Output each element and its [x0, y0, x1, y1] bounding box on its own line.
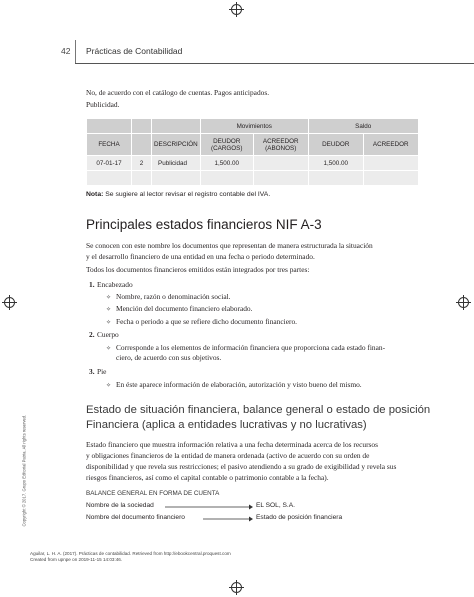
- list-item: [106, 317, 297, 328]
- diagram-label-left: Nombre de la sociedad: [86, 502, 154, 509]
- col-deudor-line1: DEUDOR: [213, 137, 241, 145]
- header-rule: [75, 63, 474, 64]
- intro-line-1: No, de acuerdo con el catálogo de cuentas. Pagos anticipados.: [86, 88, 270, 97]
- item-3-number: 3.: [89, 367, 95, 376]
- col-acreedor: [253, 134, 308, 156]
- diamond-bullet-icon: ✧: [106, 319, 112, 326]
- list-item-text: En éste aparece información de elaboración, autorización y visto bueno del mismo.: [116, 380, 362, 389]
- cell-saldo-acreedor: [363, 156, 418, 171]
- section2-paragraph-line4: riesgos financieros, así como el capital contable o patrimonio contable a la fecha).: [86, 473, 329, 482]
- col-acreedor-line1: ACREEDOR: [262, 137, 299, 145]
- col-descripcion: DESCRIPCIÓN: [152, 134, 201, 156]
- section-title-balance-line1: Estado de situación financiera, balance general o estado de posición: [86, 404, 431, 416]
- diagram-label-right: EL SOL, S.A.: [256, 502, 295, 509]
- item-1-number: 1.: [89, 280, 95, 289]
- col-acreedor-line2: (ABONOS): [265, 144, 297, 152]
- cell-ref: 2: [132, 156, 152, 171]
- diagram-arrow-icon: [165, 503, 253, 511]
- registration-mark-right-icon: [458, 297, 469, 308]
- diamond-bullet-icon: ✧: [106, 306, 112, 313]
- list-item-continuation: ciero, de acuerdo con sus objetivos.: [116, 353, 222, 362]
- col-saldo-acreedor: ACREEDOR: [363, 134, 418, 156]
- intro-line-2: Publicidad.: [86, 100, 120, 109]
- item-1-title: Encabezado: [97, 280, 133, 289]
- running-title: Prácticas de Contabilidad: [86, 46, 183, 56]
- list-item-text: Fecha o periodo a que se refiere dicho documento financiero.: [116, 317, 297, 326]
- footer-created: Created from upnpe on 2019-11-15 14:03:46.: [30, 557, 123, 562]
- cell-deudor: 1,500.00: [200, 156, 253, 171]
- section1-paragraph-2: Todos los documentos financieros emitidos están integrados por tres partes:: [86, 265, 310, 274]
- col-saldo-deudor: DEUDOR: [308, 134, 363, 156]
- section1-paragraph-line1: Se conocen con este nombre los documentos que representan de manera estructurada la situación: [86, 241, 373, 250]
- item-3-title: Pie: [97, 367, 107, 376]
- page-number: 42: [61, 46, 71, 56]
- section2-paragraph-line3: disponibilidad y que revela sus restricciones; el pasivo atendiendo a su grado de exigibilidad y revela sus: [86, 462, 397, 471]
- cell-saldo-deudor: 1,500.00: [308, 156, 363, 171]
- cell-acreedor: [253, 156, 308, 171]
- table-row: [87, 156, 419, 171]
- list-item-text: Mención del documento financiero elaborado.: [116, 304, 253, 313]
- list-item: [106, 304, 252, 315]
- saldo-header: Saldo: [308, 119, 418, 134]
- header-divider: [75, 40, 76, 64]
- list-item-text: Nombre, razón o denominación social.: [116, 292, 231, 301]
- section2-paragraph-line1: Estado financiero que muestra información relativa a una fecha determinada acerca de los recursos: [86, 440, 378, 449]
- diagram-label-left: Nombre del documento financiero: [86, 514, 185, 521]
- list-item: [106, 380, 362, 391]
- item-2-number: 2.: [89, 330, 95, 339]
- col-deudor: [200, 134, 253, 156]
- col-fecha: FECHA: [87, 134, 132, 156]
- registration-mark-top-icon: [231, 4, 242, 15]
- registration-mark-bottom-icon: [231, 582, 242, 593]
- section1-paragraph-line2: y el desarrollo financiero de una entidad en una fecha o periodo determinado.: [86, 252, 315, 261]
- list-item: [106, 292, 231, 303]
- page-header: [61, 40, 474, 64]
- section2-paragraph-line2: y obligaciones financieros de la entidad de manera ordenada (activo de acuerdo con su orden de: [86, 451, 370, 460]
- item-2-title: Cuerpo: [97, 330, 119, 339]
- diamond-bullet-icon: ✧: [106, 382, 112, 389]
- note: [86, 191, 270, 198]
- section-title-balance-line2: Financiera (aplica a entidades lucrativas y no lucrativas): [86, 419, 367, 431]
- copyright-vertical: Copyright © 2017. Grupo Editorial Patria. All rights reserved.: [21, 414, 27, 527]
- footer-citation: Aguilar, L. H. A. (2017). Prácticas de contabilidad. Retrieved from http://ebookcentral.proquest.com: [30, 551, 231, 556]
- diamond-bullet-icon: ✧: [106, 294, 112, 301]
- ledger-table: [86, 118, 419, 186]
- table-row-empty: [87, 171, 419, 186]
- col-deudor-line2: (CARGOS): [210, 144, 243, 152]
- diagram-label-right: Estado de posición financiera: [256, 514, 343, 521]
- cell-descripcion: Publicidad: [152, 156, 201, 171]
- movimientos-header: Movimientos: [200, 119, 308, 134]
- cell-fecha: 07-01-17: [87, 156, 132, 171]
- list-item-text: Corresponde a los elementos de información financiera que proporciona cada estado finan-: [116, 343, 386, 352]
- registration-mark-left-icon: [4, 297, 15, 308]
- diamond-bullet-icon: ✧: [106, 345, 112, 352]
- note-label: Nota:: [86, 191, 104, 198]
- diagram-arrow-icon: [203, 515, 253, 523]
- balance-subheading: BALANCE GENERAL EN FORMA DE CUENTA: [86, 490, 220, 497]
- note-text: Se sugiere al lector revisar el registro contable del IVA.: [103, 191, 271, 198]
- section-title-estados: Principales estados financieros NIF A-3: [86, 217, 322, 232]
